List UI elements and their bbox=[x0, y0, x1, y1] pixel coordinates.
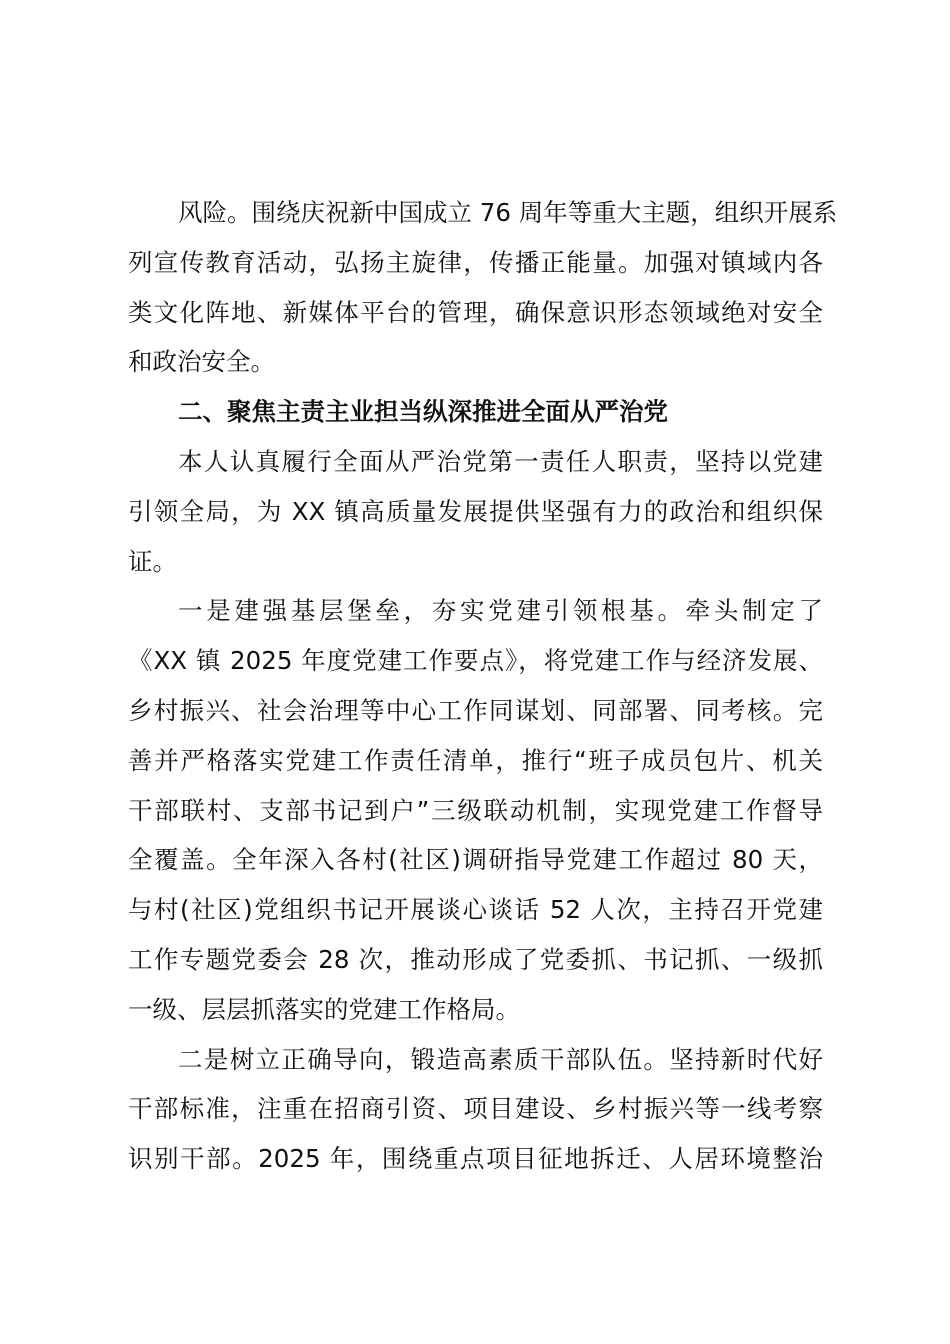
text-line: 《XX 镇 2025 年度党建工作要点》，将党建工作与经济发展、 bbox=[128, 646, 823, 676]
text-line: 一级、层层抓落实的党建工作格局。 bbox=[128, 994, 520, 1024]
paragraph bbox=[128, 1035, 823, 1184]
text-line: 善并严格落实党建工作责任清单，推行“班子成员包片、机关 bbox=[128, 745, 823, 775]
text-line: 识别干部。2025 年，围绕重点项目征地拆迁、人居环境整治 bbox=[128, 1144, 823, 1174]
text-line: 类文化阵地、新媒体平台的管理，确保意识形态领域绝对安全 bbox=[128, 297, 823, 327]
text-line: 本人认真履行全面从严治党第一责任人职责，坚持以党建 bbox=[178, 446, 823, 476]
text-line: 和政治安全。 bbox=[128, 347, 275, 377]
text-line: 乡村振兴、社会治理等中心工作同谋划、同部署、同考核。完 bbox=[128, 695, 823, 725]
text-line: 二、聚焦主责主业担当纵深推进全面从严治党 bbox=[178, 397, 668, 427]
text-line: 二是树立正确导向，锻造高素质干部队伍。坚持新时代好 bbox=[178, 1044, 823, 1074]
text-line: 干部标准，注重在招商引资、项目建设、乡村振兴等一线考察 bbox=[128, 1094, 823, 1124]
text-line: 列宣传教育活动，弘扬主旋律，传播正能量。加强对镇域内各 bbox=[128, 247, 823, 277]
text-line: 干部联村、支部书记到户”三级联动机制，实现党建工作督导 bbox=[128, 795, 823, 825]
text-line: 与村(社区)党组织书记开展谈心谈话 52 人次，主持召开党建 bbox=[128, 895, 823, 925]
text-line: 风险。围绕庆祝新中国成立 76 周年等重大主题，组织开展系 bbox=[178, 198, 838, 227]
text-line: 工作专题党委会 28 次，推动形成了党委抓、书记抓、一级抓 bbox=[128, 944, 823, 974]
text-line: 全覆盖。全年深入各村(社区)调研指导党建工作超过 80 天， bbox=[128, 845, 823, 875]
text-line: 引领全局，为 XX 镇高质量发展提供坚强有力的政治和组织保 bbox=[128, 496, 823, 526]
paragraph bbox=[128, 586, 823, 1034]
text-line: 一是建强基层堡垒，夯实党建引领根基。牵头制定了 bbox=[178, 596, 823, 626]
section-heading bbox=[128, 387, 823, 437]
paragraph bbox=[128, 188, 838, 387]
paragraph bbox=[128, 437, 823, 586]
text-line: 证。 bbox=[128, 546, 177, 576]
document-page bbox=[128, 188, 838, 1184]
